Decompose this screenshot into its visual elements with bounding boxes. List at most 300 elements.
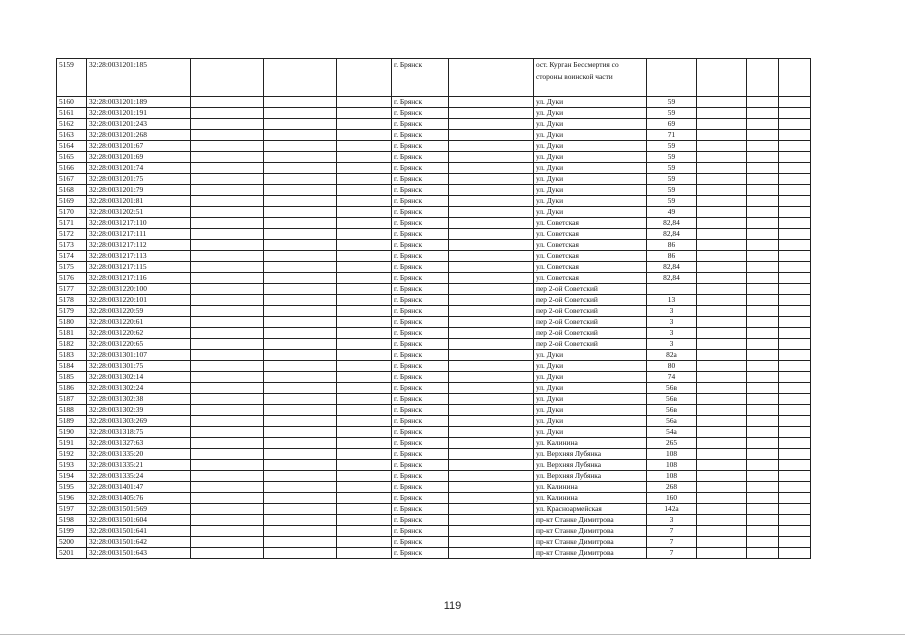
city-cell: г. Брянск xyxy=(392,526,449,537)
empty-cell xyxy=(697,416,747,427)
street-cell: ул. Советская xyxy=(534,262,647,273)
city-cell: г. Брянск xyxy=(392,537,449,548)
empty-cell xyxy=(747,273,779,284)
empty-cell xyxy=(264,97,337,108)
empty-cell xyxy=(747,339,779,350)
empty-cell xyxy=(697,196,747,207)
cadastral-number-cell: 32:28:0031217:110 xyxy=(87,218,191,229)
empty-cell xyxy=(779,405,811,416)
row-number-cell: 5201 xyxy=(57,548,87,559)
empty-cell xyxy=(779,207,811,218)
table-row xyxy=(57,185,811,196)
row-number-cell: 5170 xyxy=(57,207,87,218)
empty-cell xyxy=(191,361,264,372)
empty-cell xyxy=(697,108,747,119)
empty-cell xyxy=(191,306,264,317)
empty-cell xyxy=(449,449,534,460)
empty-cell xyxy=(264,174,337,185)
street-cell: ул. Дуки xyxy=(534,196,647,207)
street-cell: пер 2-ой Советский xyxy=(534,306,647,317)
empty-cell xyxy=(264,515,337,526)
table-row xyxy=(57,295,811,306)
empty-cell xyxy=(191,471,264,482)
table-row xyxy=(57,152,811,163)
row-number-cell: 5198 xyxy=(57,515,87,526)
table-row xyxy=(57,548,811,559)
empty-cell xyxy=(779,372,811,383)
empty-cell xyxy=(449,328,534,339)
table-row xyxy=(57,493,811,504)
empty-cell xyxy=(697,515,747,526)
row-number-cell: 5177 xyxy=(57,284,87,295)
city-cell: г. Брянск xyxy=(392,174,449,185)
city-cell: г. Брянск xyxy=(392,405,449,416)
empty-cell xyxy=(449,152,534,163)
empty-cell xyxy=(697,97,747,108)
empty-cell xyxy=(697,284,747,295)
empty-cell xyxy=(747,141,779,152)
cadastral-number-cell: 32:28:0031302:39 xyxy=(87,405,191,416)
street-cell: ул. Верхняя Лубянка xyxy=(534,449,647,460)
street-cell: ул. Дуки xyxy=(534,97,647,108)
cadastral-number-cell: 32:28:0031201:191 xyxy=(87,108,191,119)
empty-cell xyxy=(191,229,264,240)
table-row xyxy=(57,262,811,273)
house-number-cell: 59 xyxy=(647,163,697,174)
house-number-cell: 3 xyxy=(647,317,697,328)
empty-cell xyxy=(747,306,779,317)
street-cell: ул. Калинина xyxy=(534,493,647,504)
row-number-cell: 5182 xyxy=(57,339,87,350)
empty-cell xyxy=(697,317,747,328)
empty-cell xyxy=(449,196,534,207)
empty-cell xyxy=(264,185,337,196)
empty-cell xyxy=(264,152,337,163)
empty-cell xyxy=(449,427,534,438)
empty-cell xyxy=(191,295,264,306)
empty-cell xyxy=(264,383,337,394)
row-number-cell: 5167 xyxy=(57,174,87,185)
table-row xyxy=(57,372,811,383)
empty-cell xyxy=(747,526,779,537)
empty-cell xyxy=(779,152,811,163)
table-row xyxy=(57,438,811,449)
house-number-cell: 86 xyxy=(647,251,697,262)
table-row xyxy=(57,394,811,405)
empty-cell xyxy=(449,59,534,97)
house-number-cell: 56в xyxy=(647,394,697,405)
empty-cell xyxy=(337,328,392,339)
street-cell: пер 2-ой Советский xyxy=(534,284,647,295)
empty-cell xyxy=(264,493,337,504)
house-number-cell: 56а xyxy=(647,416,697,427)
empty-cell xyxy=(747,416,779,427)
empty-cell xyxy=(697,262,747,273)
empty-cell xyxy=(191,163,264,174)
cadastral-number-cell: 32:28:0031405:76 xyxy=(87,493,191,504)
empty-cell xyxy=(747,317,779,328)
empty-cell xyxy=(779,97,811,108)
empty-cell xyxy=(337,229,392,240)
empty-cell xyxy=(779,174,811,185)
street-cell: пр-кт Станке Димитрова xyxy=(534,548,647,559)
empty-cell xyxy=(779,482,811,493)
city-cell: г. Брянск xyxy=(392,449,449,460)
empty-cell xyxy=(264,251,337,262)
street-cell: пр-кт Станке Димитрова xyxy=(534,515,647,526)
table-row xyxy=(57,317,811,328)
cadastral-number-cell: 32:28:0031401:47 xyxy=(87,482,191,493)
empty-cell xyxy=(779,306,811,317)
street-cell: ул. Дуки xyxy=(534,119,647,130)
empty-cell xyxy=(449,526,534,537)
empty-cell xyxy=(191,207,264,218)
empty-cell xyxy=(191,405,264,416)
row-number-cell: 5183 xyxy=(57,350,87,361)
empty-cell xyxy=(449,130,534,141)
empty-cell xyxy=(449,482,534,493)
empty-cell xyxy=(264,207,337,218)
empty-cell xyxy=(191,482,264,493)
empty-cell xyxy=(697,306,747,317)
street-cell: ул. Калинина xyxy=(534,438,647,449)
cadastral-number-cell: 32:28:0031220:59 xyxy=(87,306,191,317)
empty-cell xyxy=(779,141,811,152)
street-cell: ул. Дуки xyxy=(534,383,647,394)
empty-cell xyxy=(779,240,811,251)
house-number-cell: 7 xyxy=(647,537,697,548)
empty-cell xyxy=(697,218,747,229)
empty-cell xyxy=(747,185,779,196)
house-number-cell: 3 xyxy=(647,339,697,350)
cadastral-number-cell: 32:28:0031201:79 xyxy=(87,185,191,196)
empty-cell xyxy=(191,328,264,339)
empty-cell xyxy=(264,229,337,240)
street-cell: пер 2-ой Советский xyxy=(534,328,647,339)
table-row xyxy=(57,141,811,152)
empty-cell xyxy=(449,361,534,372)
table-row xyxy=(57,59,811,97)
city-cell: г. Брянск xyxy=(392,262,449,273)
house-number-cell: 82,84 xyxy=(647,273,697,284)
city-cell: г. Брянск xyxy=(392,152,449,163)
cadastral-number-cell: 32:28:0031501:642 xyxy=(87,537,191,548)
house-number-cell: 59 xyxy=(647,185,697,196)
empty-cell xyxy=(337,59,392,97)
empty-cell xyxy=(697,251,747,262)
city-cell: г. Брянск xyxy=(392,240,449,251)
row-number-cell: 5169 xyxy=(57,196,87,207)
street-cell: ул. Советская xyxy=(534,251,647,262)
empty-cell xyxy=(779,262,811,273)
empty-cell xyxy=(697,460,747,471)
street-cell: ул. Дуки xyxy=(534,427,647,438)
city-cell: г. Брянск xyxy=(392,460,449,471)
city-cell: г. Брянск xyxy=(392,361,449,372)
empty-cell xyxy=(747,251,779,262)
empty-cell xyxy=(449,284,534,295)
empty-cell xyxy=(449,97,534,108)
city-cell: г. Брянск xyxy=(392,416,449,427)
empty-cell xyxy=(747,493,779,504)
city-cell: г. Брянск xyxy=(392,295,449,306)
city-cell: г. Брянск xyxy=(392,317,449,328)
cadastral-number-cell: 32:28:0031327:63 xyxy=(87,438,191,449)
city-cell: г. Брянск xyxy=(392,251,449,262)
empty-cell xyxy=(779,537,811,548)
city-cell: г. Брянск xyxy=(392,339,449,350)
empty-cell xyxy=(191,273,264,284)
table-row xyxy=(57,449,811,460)
city-cell: г. Брянск xyxy=(392,141,449,152)
empty-cell xyxy=(337,438,392,449)
row-number-cell: 5187 xyxy=(57,394,87,405)
empty-cell xyxy=(747,163,779,174)
empty-cell xyxy=(779,163,811,174)
cadastral-number-cell: 32:28:0031220:61 xyxy=(87,317,191,328)
empty-cell xyxy=(779,328,811,339)
empty-cell xyxy=(697,207,747,218)
empty-cell xyxy=(449,504,534,515)
registry-table xyxy=(56,58,811,559)
empty-cell xyxy=(779,339,811,350)
street-cell: ул. Дуки xyxy=(534,416,647,427)
empty-cell xyxy=(697,185,747,196)
empty-cell xyxy=(779,394,811,405)
empty-cell xyxy=(779,295,811,306)
empty-cell xyxy=(191,196,264,207)
city-cell: г. Брянск xyxy=(392,108,449,119)
empty-cell xyxy=(697,328,747,339)
empty-cell xyxy=(264,394,337,405)
row-number-cell: 5165 xyxy=(57,152,87,163)
empty-cell xyxy=(747,460,779,471)
empty-cell xyxy=(697,471,747,482)
empty-cell xyxy=(191,504,264,515)
empty-cell xyxy=(337,383,392,394)
table-row xyxy=(57,97,811,108)
empty-cell xyxy=(264,119,337,130)
table-row xyxy=(57,218,811,229)
empty-cell xyxy=(779,493,811,504)
street-cell: ул. Дуки xyxy=(534,174,647,185)
empty-cell xyxy=(337,471,392,482)
house-number-cell: 80 xyxy=(647,361,697,372)
cadastral-number-cell: 32:28:0031202:51 xyxy=(87,207,191,218)
empty-cell xyxy=(747,372,779,383)
empty-cell xyxy=(337,460,392,471)
empty-cell xyxy=(337,196,392,207)
empty-cell xyxy=(337,108,392,119)
empty-cell xyxy=(697,504,747,515)
street-cell: ул. Советская xyxy=(534,229,647,240)
empty-cell xyxy=(697,141,747,152)
empty-cell xyxy=(191,284,264,295)
city-cell: г. Брянск xyxy=(392,97,449,108)
empty-cell xyxy=(264,339,337,350)
row-number-cell: 5194 xyxy=(57,471,87,482)
page-number: 119 xyxy=(443,600,462,612)
empty-cell xyxy=(337,427,392,438)
table-row xyxy=(57,328,811,339)
empty-cell xyxy=(697,152,747,163)
empty-cell xyxy=(337,174,392,185)
empty-cell xyxy=(747,295,779,306)
cadastral-number-cell: 32:28:0031302:38 xyxy=(87,394,191,405)
empty-cell xyxy=(191,141,264,152)
table-row xyxy=(57,460,811,471)
empty-cell xyxy=(779,317,811,328)
empty-cell xyxy=(697,482,747,493)
row-number-cell: 5168 xyxy=(57,185,87,196)
empty-cell xyxy=(191,251,264,262)
empty-cell xyxy=(747,130,779,141)
empty-cell xyxy=(191,460,264,471)
empty-cell xyxy=(191,537,264,548)
empty-cell xyxy=(697,438,747,449)
empty-cell xyxy=(337,97,392,108)
table-row xyxy=(57,427,811,438)
city-cell: г. Брянск xyxy=(392,273,449,284)
empty-cell xyxy=(747,405,779,416)
empty-cell xyxy=(264,196,337,207)
empty-cell xyxy=(449,273,534,284)
empty-cell xyxy=(747,174,779,185)
empty-cell xyxy=(747,504,779,515)
empty-cell xyxy=(337,163,392,174)
city-cell: г. Брянск xyxy=(392,350,449,361)
row-number-cell: 5199 xyxy=(57,526,87,537)
empty-cell xyxy=(264,438,337,449)
empty-cell xyxy=(449,372,534,383)
empty-cell xyxy=(747,207,779,218)
row-number-cell: 5193 xyxy=(57,460,87,471)
cadastral-number-cell: 32:28:0031301:75 xyxy=(87,361,191,372)
empty-cell xyxy=(264,218,337,229)
empty-cell xyxy=(747,97,779,108)
city-cell: г. Брянск xyxy=(392,328,449,339)
empty-cell xyxy=(747,108,779,119)
street-cell: ул. Дуки xyxy=(534,130,647,141)
empty-cell xyxy=(747,471,779,482)
empty-cell xyxy=(697,130,747,141)
empty-cell xyxy=(337,416,392,427)
city-cell: г. Брянск xyxy=(392,493,449,504)
empty-cell xyxy=(191,372,264,383)
empty-cell xyxy=(697,174,747,185)
cadastral-number-cell: 32:28:0031201:74 xyxy=(87,163,191,174)
empty-cell xyxy=(747,119,779,130)
table-row xyxy=(57,537,811,548)
cadastral-number-cell: 32:28:0031501:604 xyxy=(87,515,191,526)
empty-cell xyxy=(779,427,811,438)
empty-cell xyxy=(449,218,534,229)
empty-cell xyxy=(779,471,811,482)
street-cell: ул. Дуки xyxy=(534,350,647,361)
empty-cell xyxy=(191,394,264,405)
cadastral-number-cell: 32:28:0031201:185 xyxy=(87,59,191,97)
street-cell: ул. Советская xyxy=(534,240,647,251)
empty-cell xyxy=(191,262,264,273)
house-number-cell: 108 xyxy=(647,471,697,482)
empty-cell xyxy=(337,240,392,251)
house-number-cell: 49 xyxy=(647,207,697,218)
empty-cell xyxy=(779,548,811,559)
empty-cell xyxy=(337,504,392,515)
empty-cell xyxy=(264,295,337,306)
street-cell: ул. Дуки xyxy=(534,207,647,218)
empty-cell xyxy=(337,207,392,218)
table-row xyxy=(57,416,811,427)
empty-cell xyxy=(264,471,337,482)
row-number-cell: 5200 xyxy=(57,537,87,548)
empty-cell xyxy=(747,427,779,438)
empty-cell xyxy=(264,108,337,119)
house-number-cell: 265 xyxy=(647,438,697,449)
empty-cell xyxy=(449,240,534,251)
house-number-cell: 59 xyxy=(647,108,697,119)
row-number-cell: 5160 xyxy=(57,97,87,108)
house-number-cell: 82а xyxy=(647,350,697,361)
empty-cell xyxy=(697,372,747,383)
empty-cell xyxy=(191,548,264,559)
empty-cell xyxy=(779,438,811,449)
empty-cell xyxy=(697,383,747,394)
empty-cell xyxy=(337,526,392,537)
empty-cell xyxy=(449,416,534,427)
empty-cell xyxy=(779,416,811,427)
city-cell: г. Брянск xyxy=(392,504,449,515)
street-cell: ул. Дуки xyxy=(534,372,647,383)
table-row xyxy=(57,130,811,141)
street-cell: пр-кт Станке Димитрова xyxy=(534,537,647,548)
street-cell: ул. Дуки xyxy=(534,108,647,119)
row-number-cell: 5161 xyxy=(57,108,87,119)
city-cell: г. Брянск xyxy=(392,59,449,97)
empty-cell xyxy=(449,185,534,196)
empty-cell xyxy=(747,482,779,493)
empty-cell xyxy=(449,262,534,273)
empty-cell xyxy=(264,427,337,438)
empty-cell xyxy=(337,262,392,273)
row-number-cell: 5163 xyxy=(57,130,87,141)
empty-cell xyxy=(264,460,337,471)
cadastral-number-cell: 32:28:0031318:75 xyxy=(87,427,191,438)
empty-cell xyxy=(449,163,534,174)
empty-cell xyxy=(191,427,264,438)
empty-cell xyxy=(337,295,392,306)
house-number-cell: 59 xyxy=(647,141,697,152)
table-row xyxy=(57,361,811,372)
empty-cell xyxy=(449,438,534,449)
table-row xyxy=(57,229,811,240)
table-row xyxy=(57,174,811,185)
city-cell: г. Брянск xyxy=(392,438,449,449)
cadastral-number-cell: 32:28:0031220:62 xyxy=(87,328,191,339)
empty-cell xyxy=(264,163,337,174)
empty-cell xyxy=(264,130,337,141)
house-number-cell: 7 xyxy=(647,526,697,537)
empty-cell xyxy=(779,361,811,372)
empty-cell xyxy=(191,152,264,163)
empty-cell xyxy=(779,229,811,240)
row-number-cell: 5176 xyxy=(57,273,87,284)
empty-cell xyxy=(747,548,779,559)
empty-cell xyxy=(779,196,811,207)
row-number-cell: 5189 xyxy=(57,416,87,427)
empty-cell xyxy=(449,207,534,218)
empty-cell xyxy=(779,59,811,97)
